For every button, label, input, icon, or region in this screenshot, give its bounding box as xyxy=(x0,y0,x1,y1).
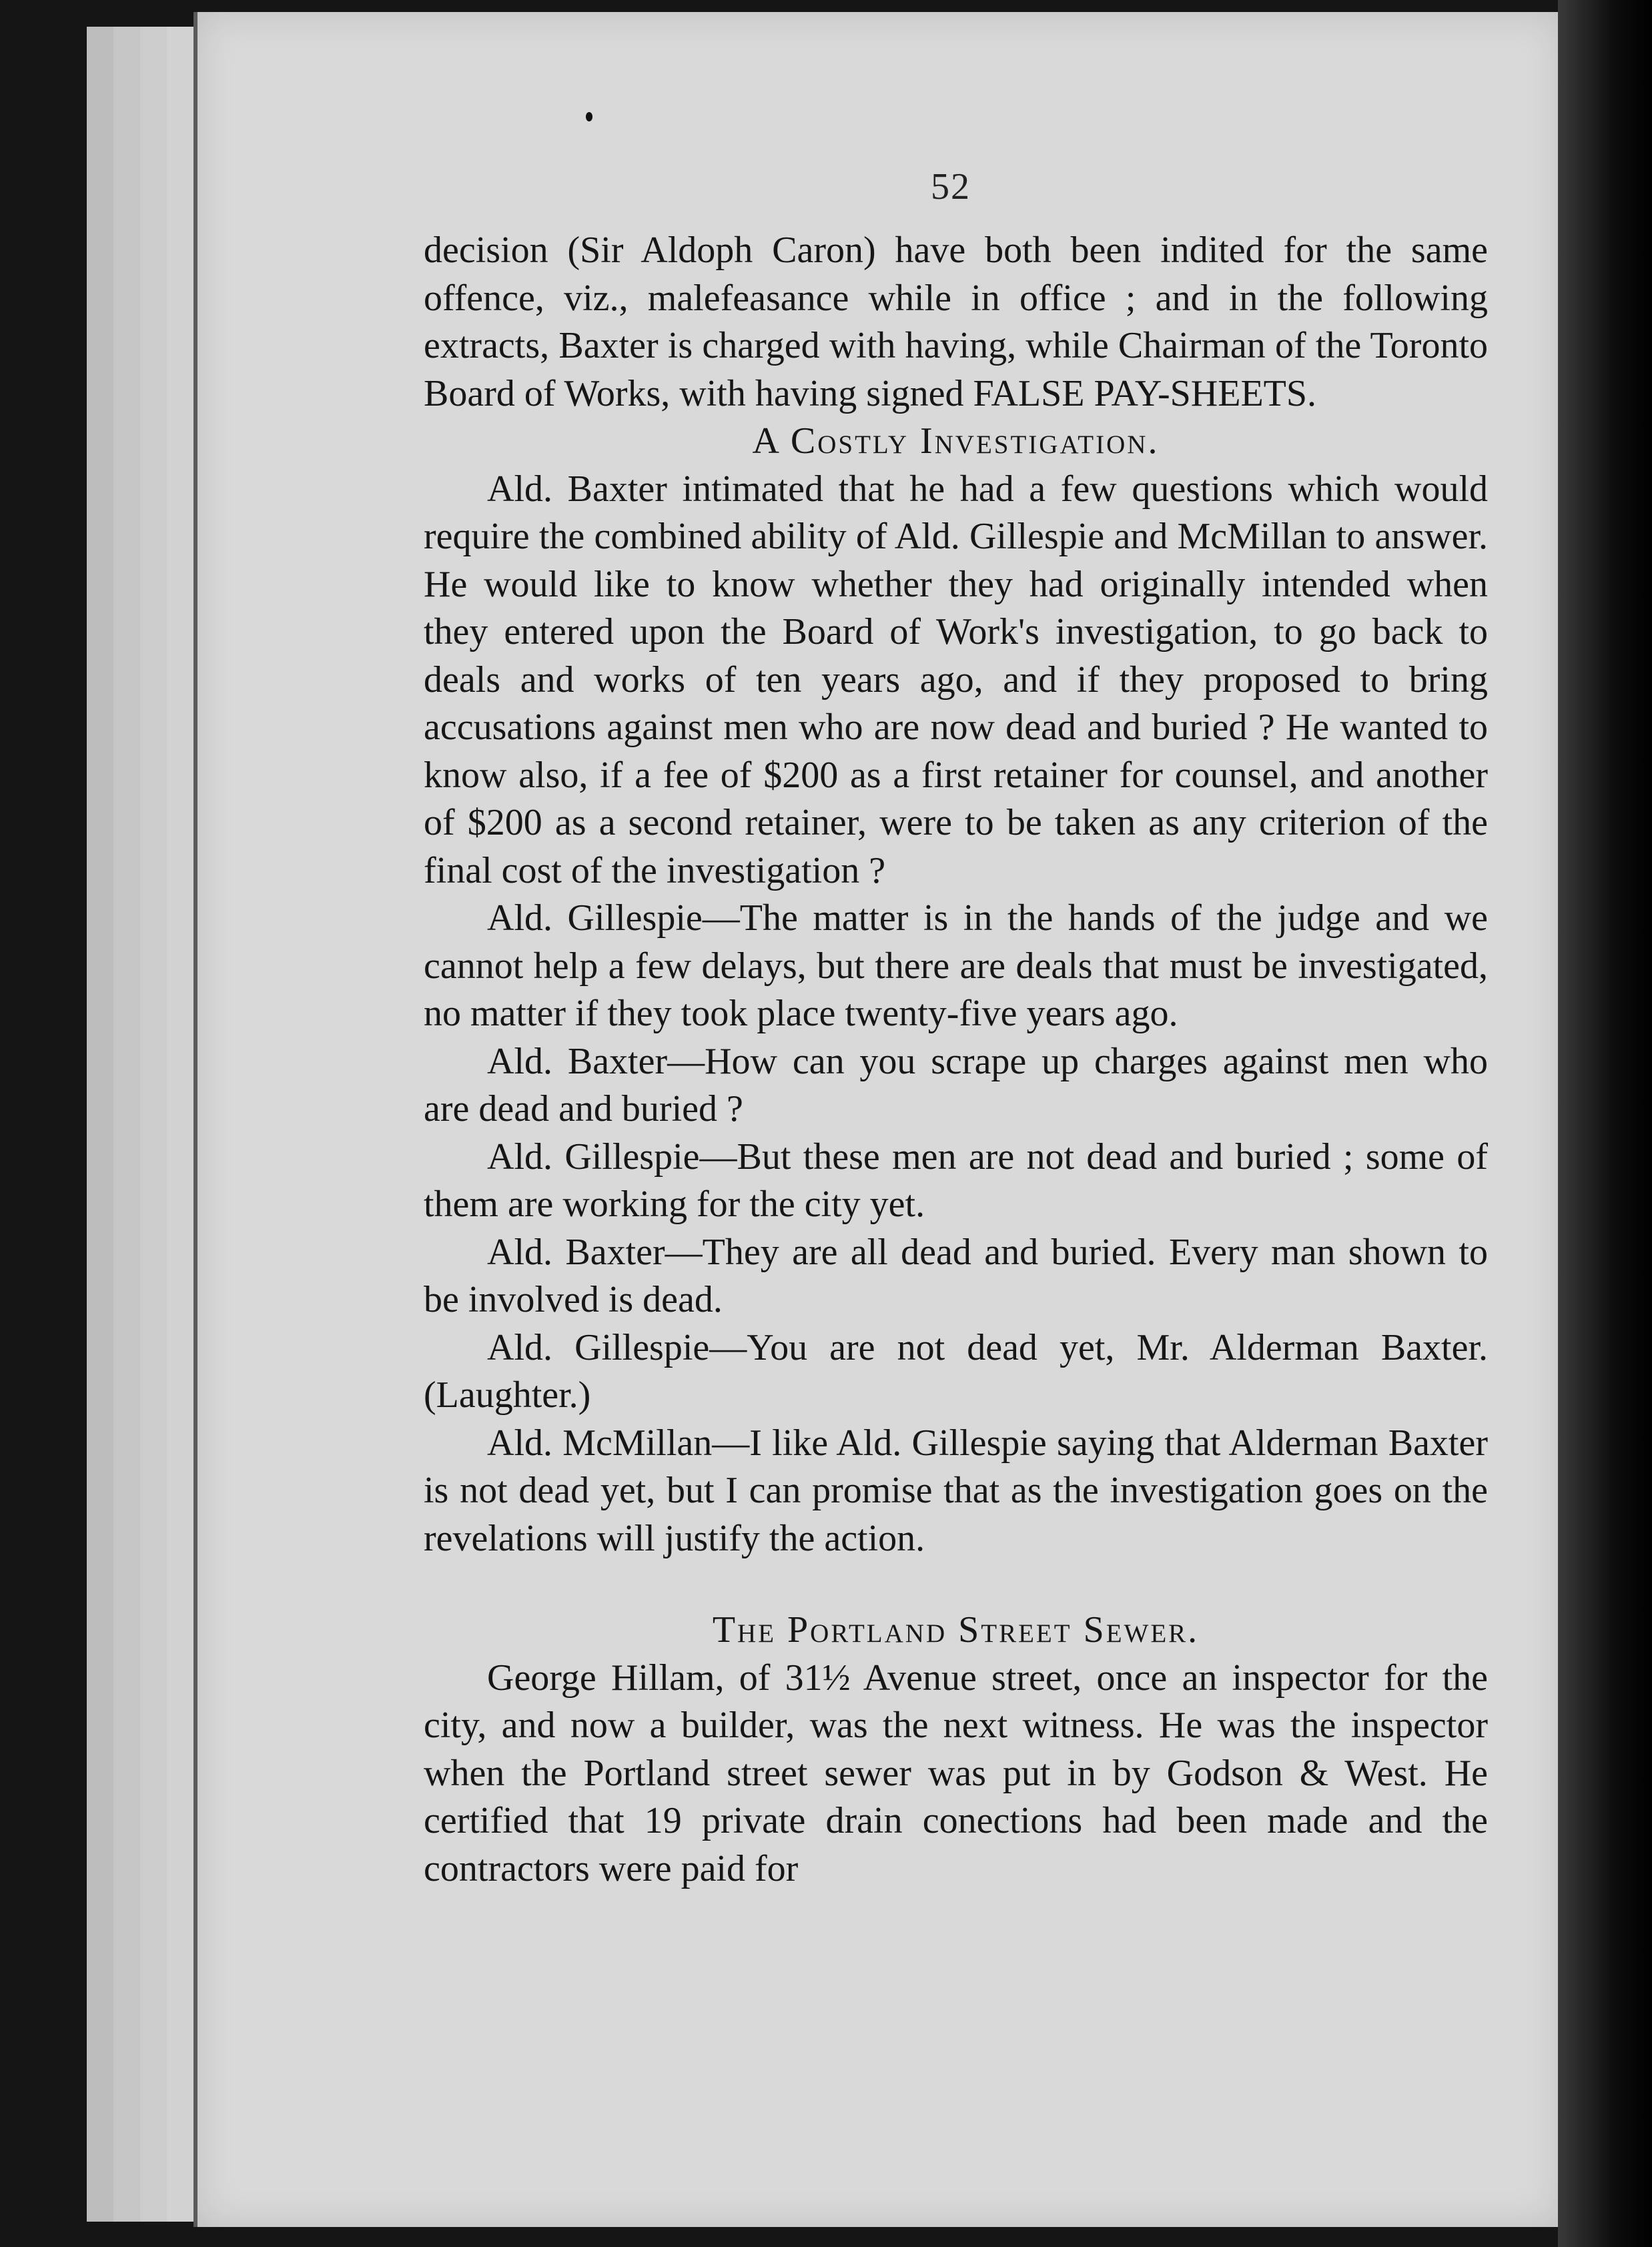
paragraph-baxter-all-dead: Ald. Baxter—They are all dead and buried. Every man shown to be involved is dead. xyxy=(424,1231,1488,1320)
paragraph-hillam: George Hillam, of 31½ Avenue street, once an inspector for the city, and now a builder, was the next witness. He was the inspector when the Portland street sewer was put in by Godson & West. He certified that 19 private drain conections had been made and the contractors were paid for xyxy=(424,1657,1488,1889)
page-edge xyxy=(113,27,143,2222)
paragraph-gillespie-laughter: Ald. Gillespie—You are not dead yet, Mr. Alderman Baxter. (Laughter.) xyxy=(424,1326,1488,1416)
paragraph-gillespie-reply: Ald. Gillespie—The matter is in the hands of the judge and we cannot help a few delays, but there are deals that must be investigated, no matter if they took place twenty-five years ago. xyxy=(424,897,1488,1034)
paragraph-baxter-scrape: Ald. Baxter—How can you scrape up charges against men who are dead and buried ? xyxy=(424,1040,1488,1130)
section-heading-costly-investigation: A Costly Investigation. xyxy=(752,420,1160,462)
page-edge xyxy=(140,27,169,2222)
paragraph-baxter-questions: Ald. Baxter intimated that he had a few questions which would require the combined ability of Ald. Gillespie and McMillan to answer. He would like to know whether they had originally intended when they entered upon the Board of Work's investigation, to go back to deals and works of ten years ago, and if they proposed to bring accusations against men who are now dead and buried ? He wanted to know also, if a fee of $200 as a first retainer for counsel, and another of $200 as a second retainer, were to be taken as any criterion of the final cost of the investigation ? xyxy=(424,468,1488,891)
paragraph-gillespie-not-dead: Ald. Gillespie—But these men are not dead and buried ; some of them are working for the city yet. xyxy=(424,1136,1488,1225)
page-edge xyxy=(167,27,196,2222)
page-text xyxy=(424,227,1488,1893)
binding-shadow xyxy=(1558,0,1652,2247)
section-heading-portland-sewer: The Portland Street Sewer. xyxy=(712,1609,1200,1651)
paragraph-mcmillan: Ald. McMillan—I like Ald. Gillespie saying that Alderman Baxter is not dead yet, but I can promise that as the investigation goes on the revelations will justify the action. xyxy=(424,1422,1488,1559)
page-edge xyxy=(87,27,116,2222)
paragraph-intro: decision (Sir Aldoph Caron) have both been indited for the same offence, viz., malefeasance while in office ; and in the following extracts, Baxter is charged with having, while Chairman of the Toronto Board of Works, with having signed FALSE PAY-SHEETS. xyxy=(424,230,1488,414)
ink-speck xyxy=(586,112,592,121)
page-number: 52 xyxy=(931,166,971,207)
